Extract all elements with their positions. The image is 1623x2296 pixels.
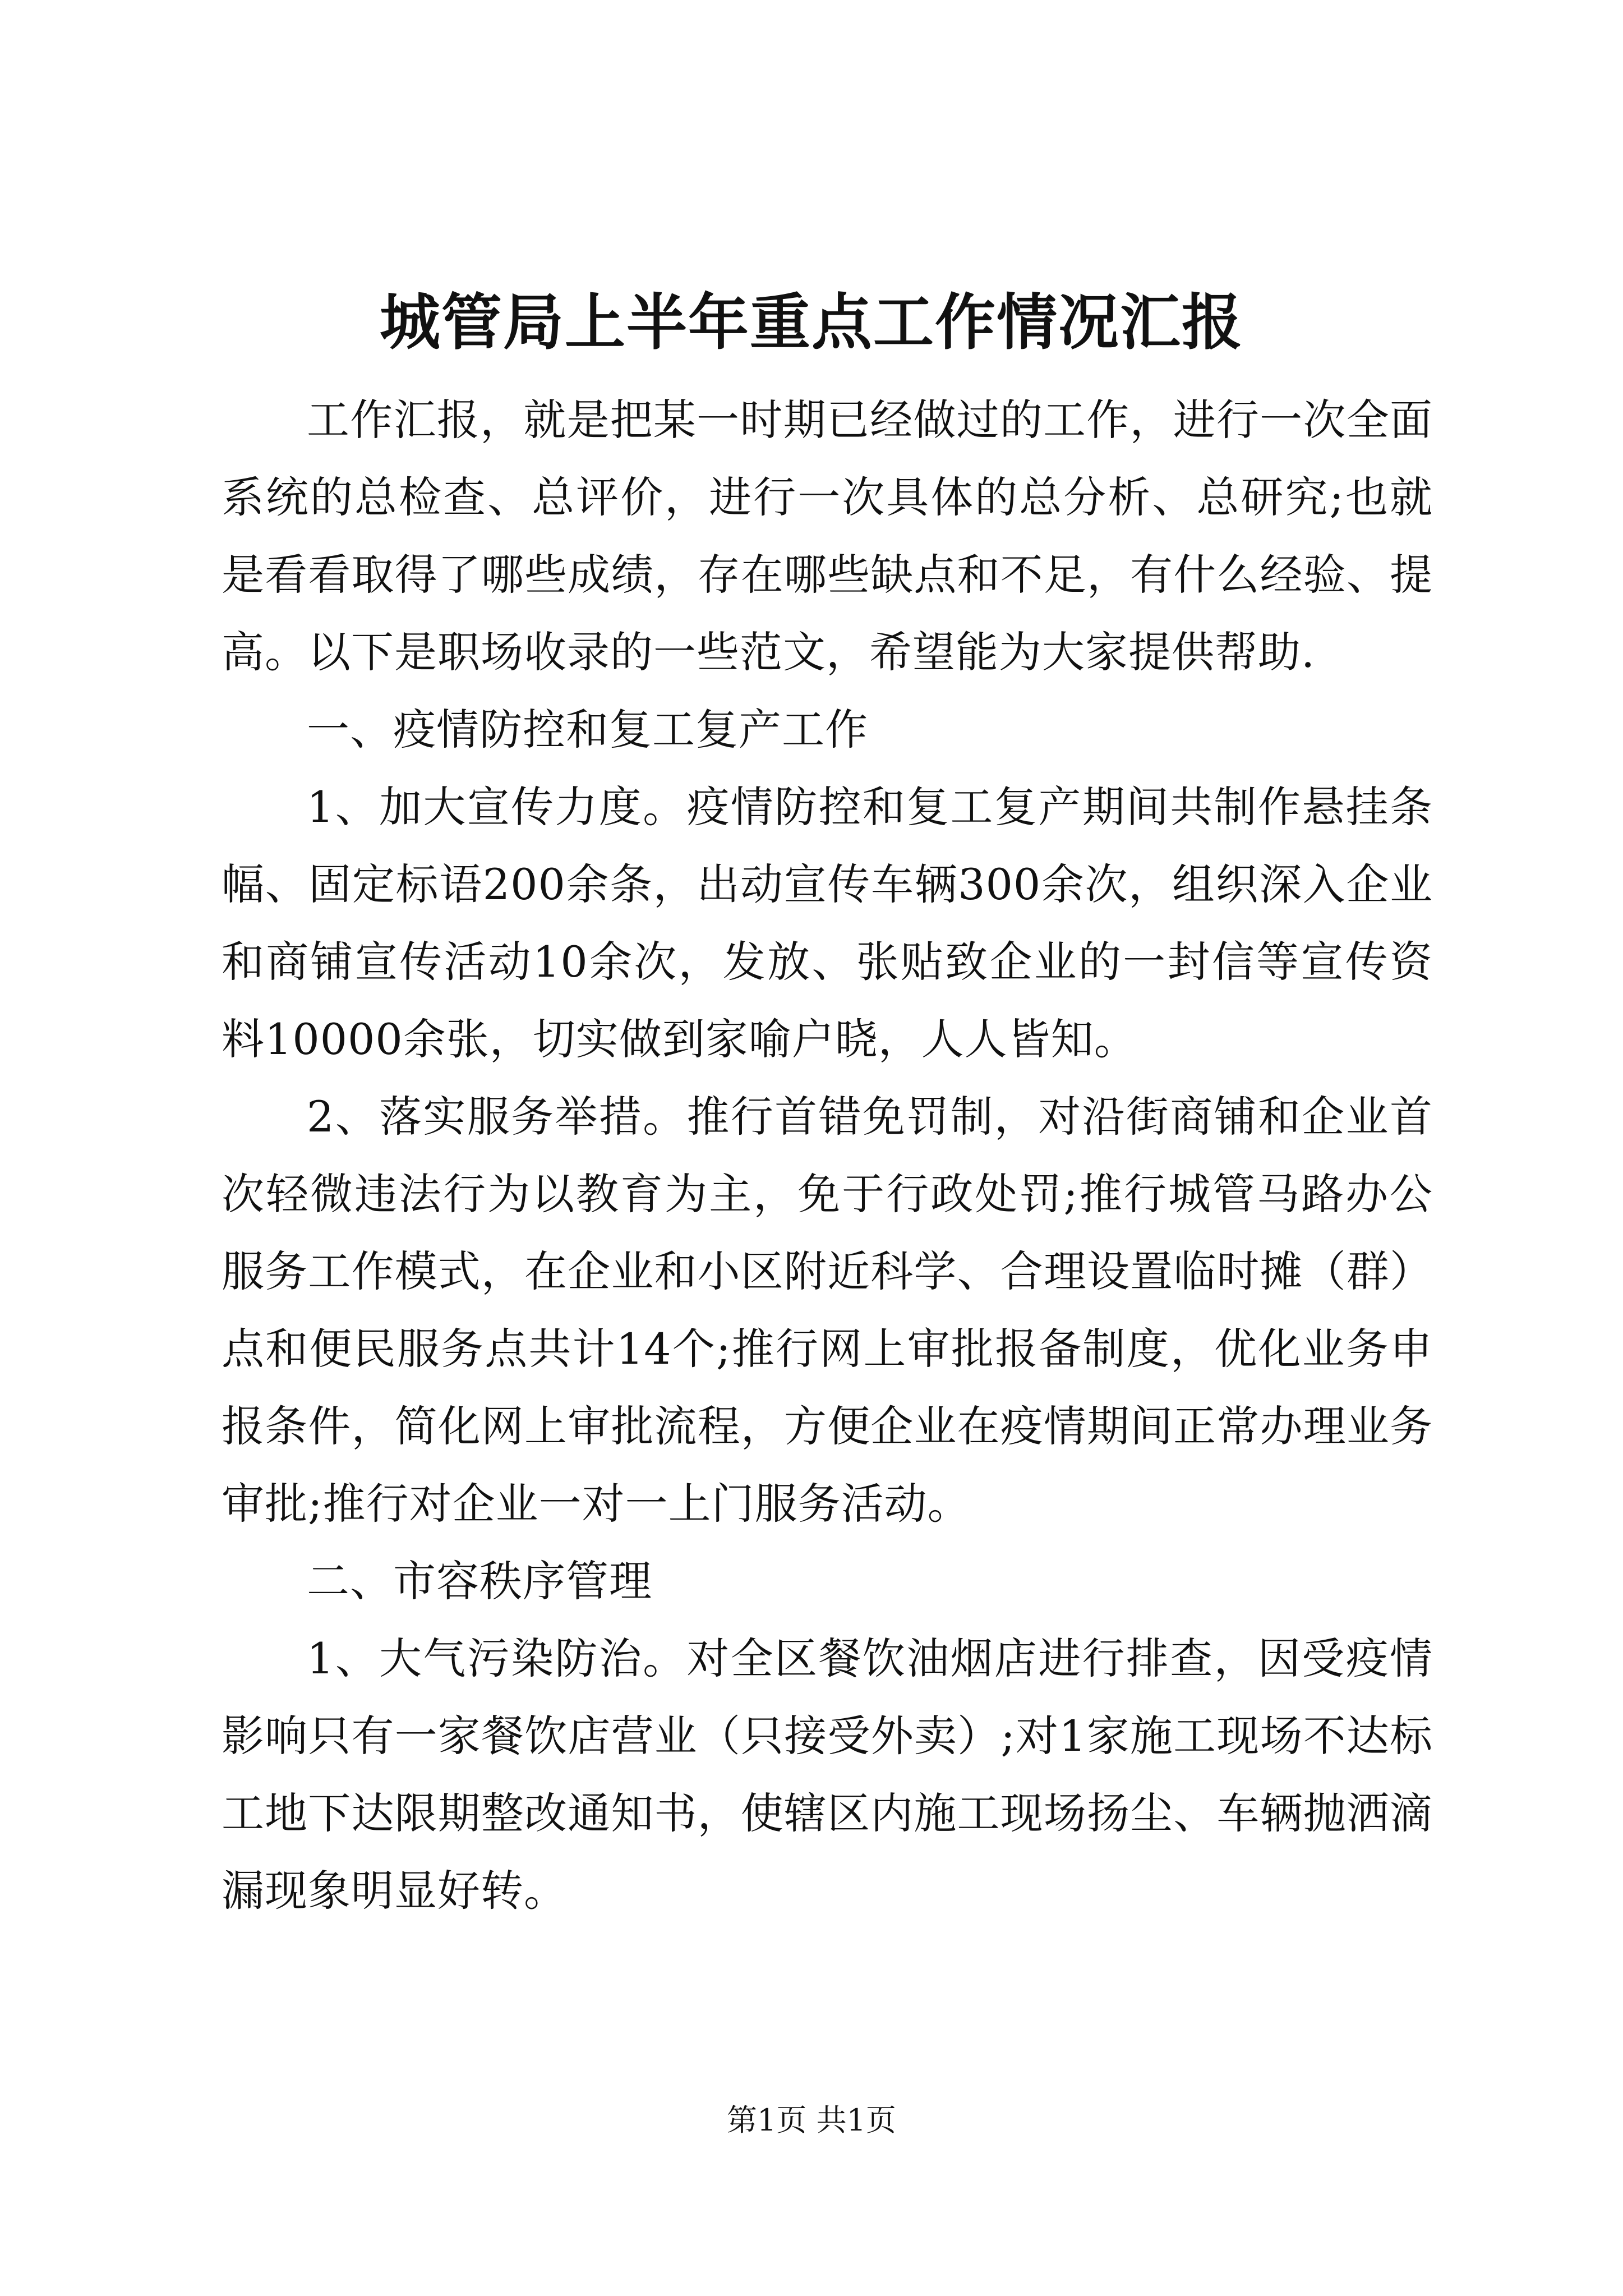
section-heading-city-order: 二、市容秩序管理 [307,1556,652,1606]
page-footer: 第1页 共1页 [727,2102,896,2138]
document-body [222,381,1433,1930]
document-title: 城管局上半年重点工作情况汇报 [379,287,1243,358]
intro-paragraph: 工作汇报，就是把某一时期已经做过的工作，进行一次全面系统的总检查、总评价，进行一次具体的总分析、总研究;也就是看看取得了哪些成绩，存在哪些缺点和不足，有什么经验、提高。以下是职场收录的一些范文，希望能为大家提供帮助. [222,395,1433,677]
paragraph-service-measures: 2、落实服务举措。推行首错免罚制，对沿街商铺和企业首次轻微违法行为以教育为主，免于行政处罚;推行城管马路办公服务工作模式，在企业和小区附近科学、合理设置临时摊（群）点和便民服务点共计14个;推行网上审批报备制度，优化业务申报条件，简化网上审批流程，方便企业在疫情期间正常办理业务审批;推行对企业一对一上门服务活动。 [222,1092,1433,1529]
paragraph-air-pollution: 1、大气污染防治。对全区餐饮油烟店进行排查，因受疫情影响只有一家餐饮店营业（只接受外卖）;对1家施工现场不达标工地下达限期整改通知书，使辖区内施工现场扬尘、车辆抛洒滴漏现象明显好转。 [222,1634,1433,1916]
section-heading-epidemic: 一、疫情防控和复工复产工作 [307,705,868,754]
paragraph-publicity: 1、加大宣传力度。疫情防控和复工复产期间共制作悬挂条幅、固定标语200余条，出动宣传车辆300余次，组织深入企业和商铺宣传活动10余次，发放、张贴致企业的一封信等宣传资料10000余张，切实做到家喻户晓，人人皆知。 [222,782,1433,1064]
